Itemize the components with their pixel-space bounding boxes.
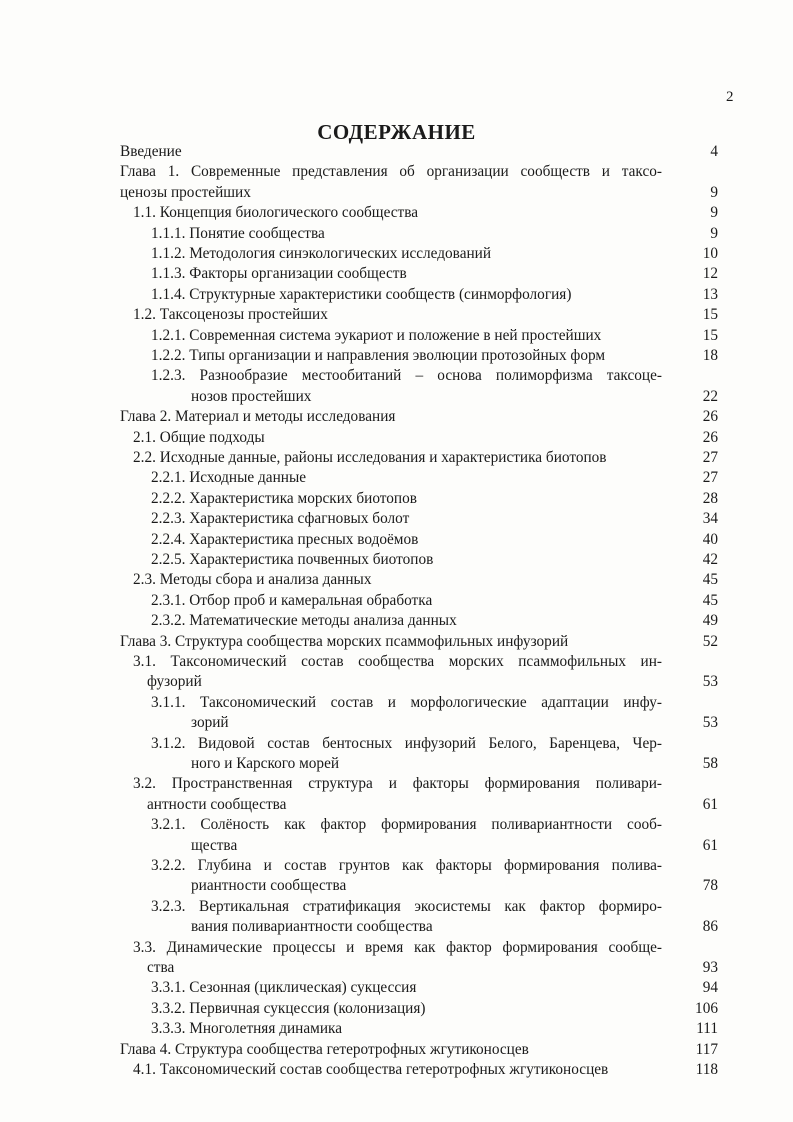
toc-entry-title: 2.3. Методы сбора и анализа данных bbox=[133, 571, 372, 589]
toc-page-number: 93 bbox=[702, 959, 718, 976]
toc-page-number: 40 bbox=[702, 530, 718, 548]
toc-page-number: 61 bbox=[702, 795, 718, 813]
page-title: СОДЕРЖАНИЕ bbox=[317, 120, 476, 144]
toc-page-number: 111 bbox=[696, 1020, 718, 1038]
toc-entry-title: 3.3.1. Сезонная (циклическая) сукцессия bbox=[151, 979, 417, 997]
toc-page-number: 117 bbox=[695, 1040, 718, 1058]
toc-entry-title: 2.2. Исходные данные, районы исследования и характеристика биотопов bbox=[133, 449, 607, 466]
toc-entry-title: Введение bbox=[120, 143, 182, 160]
toc-page-number: 10 bbox=[702, 245, 718, 262]
toc-page-number: 28 bbox=[702, 489, 718, 507]
toc-page-number: 27 bbox=[702, 449, 718, 466]
toc-page-number: 42 bbox=[702, 551, 718, 568]
toc-page-number: 118 bbox=[695, 1061, 718, 1078]
toc-entry-continuation: риантности сообщества bbox=[191, 877, 347, 895]
toc-entry-title: 3.2. Пространственная структура и факторы формирования поливари- bbox=[133, 775, 662, 793]
toc-page-number: 34 bbox=[702, 510, 718, 528]
toc-page-number: 26 bbox=[702, 428, 718, 446]
toc-page-number: 58 bbox=[702, 755, 718, 772]
toc-page-number: 22 bbox=[702, 387, 718, 405]
toc-entry-title: Глава 4. Структура сообщества гетеротрофных жгутиконосцев bbox=[120, 1040, 529, 1058]
toc-entry-title: 3.2.3. Вертикальная стратификация экосистемы как фактор формиро- bbox=[151, 897, 662, 915]
toc-entry-continuation: нозов простейших bbox=[191, 387, 312, 405]
toc-page-number: 106 bbox=[695, 999, 718, 1017]
toc-entry-title: 1.1.2. Методология синэкологических исследований bbox=[151, 245, 492, 262]
toc-entry-continuation: щества bbox=[191, 836, 238, 854]
toc-page-number: 78 bbox=[702, 877, 718, 895]
toc-entry-title: Глава 2. Материал и методы исследования bbox=[120, 408, 396, 426]
toc-entry-title: 2.2.5. Характеристика почвенных биотопов bbox=[151, 551, 434, 568]
toc-entry-title: 2.1. Общие подходы bbox=[133, 428, 265, 446]
toc-entry-title: 2.2.4. Характеристика пресных водоёмов bbox=[151, 530, 419, 548]
toc-page-number: 26 bbox=[702, 408, 718, 426]
toc-entry-continuation: фузорий bbox=[147, 673, 202, 691]
toc-entry-title: 1.1.3. Факторы организации сообществ bbox=[151, 265, 407, 283]
toc-entry-title: 2.3.1. Отбор проб и камеральная обработка bbox=[151, 591, 433, 609]
toc-page-number: 18 bbox=[702, 347, 718, 364]
toc-page-number: 4 bbox=[710, 143, 718, 160]
toc-entry-title: 2.2.2. Характеристика морских биотопов bbox=[151, 489, 417, 507]
toc-page-number: 53 bbox=[702, 714, 718, 732]
toc-entry-title: 3.3.3. Многолетняя динамика bbox=[151, 1020, 343, 1038]
toc-entry-continuation: вания поливариантности сообщества bbox=[191, 918, 433, 936]
toc-entry-title: 3.3. Динамические процессы и время как фактор формирования сообще- bbox=[133, 938, 662, 956]
toc-page-number: 12 bbox=[702, 265, 718, 283]
toc-entry-title: 3.1.2. Видовой состав бентосных инфузорий Белого, Баренцева, Чер- bbox=[151, 734, 662, 752]
toc-page-number: 27 bbox=[702, 469, 718, 487]
toc-entry-title: Глава 3. Структура сообщества морских псаммофильных инфузорий bbox=[120, 632, 569, 650]
toc-page-number: 94 bbox=[702, 979, 718, 997]
toc-entry-continuation: ценозы простейших bbox=[120, 183, 251, 201]
toc-entry-title: 1.1.1. Понятие сообщества bbox=[151, 224, 325, 242]
toc-entry-title: 1.2.1. Современная система эукариот и положение в ней простейших bbox=[151, 326, 602, 344]
toc-entry-title: 3.2.2. Глубина и состав грунтов как факторы формирования полива- bbox=[151, 857, 662, 874]
toc-entry-title: 3.1. Таксономический состав сообщества морских псаммофильных ин- bbox=[133, 653, 662, 670]
toc-page-number: 9 bbox=[710, 224, 718, 242]
toc-page-number: 45 bbox=[702, 591, 718, 609]
toc-page-number: 49 bbox=[702, 612, 718, 630]
toc-entry-title: 4.1. Таксономический состав сообщества гетеротрофных жгутиконосцев bbox=[133, 1061, 609, 1078]
toc-entry-title: 1.1.4. Структурные характеристики сообществ (синморфология) bbox=[151, 285, 572, 303]
toc-page-number: 9 bbox=[710, 183, 718, 201]
toc-page-number: 15 bbox=[702, 326, 718, 344]
toc-page-number: 53 bbox=[702, 673, 718, 691]
page-number: 2 bbox=[726, 89, 734, 105]
toc-page-number: 9 bbox=[710, 204, 718, 222]
toc-entry-continuation: ства bbox=[147, 959, 175, 976]
toc-page-number: 15 bbox=[702, 306, 718, 324]
toc-entry-title: 1.1. Концепция биологического сообщества bbox=[133, 204, 419, 222]
toc-entry-title: 1.2.2. Типы организации и направления эволюции протозойных форм bbox=[151, 347, 606, 364]
toc-entry-title: 3.1.1. Таксономический состав и морфологические адаптации инфу- bbox=[151, 693, 662, 711]
toc-page-number: 13 bbox=[702, 285, 718, 303]
toc-entry-continuation: ного и Карского морей bbox=[191, 755, 340, 772]
toc-entry-title: 3.2.1. Солёность как фактор формирования поливариантности сооб- bbox=[151, 816, 662, 834]
toc-page-number: 86 bbox=[702, 918, 718, 936]
toc-entry-title: 2.2.3. Характеристика сфагновых болот bbox=[151, 510, 410, 528]
toc-entry-title: 1.2. Таксоценозы простейших bbox=[133, 306, 328, 324]
toc-page-number: 61 bbox=[702, 836, 718, 854]
toc-entry-title: 1.2.3. Разнообразие местообитаний – основа полиморфизма таксоце- bbox=[151, 367, 662, 385]
toc-entry-title: 3.3.2. Первичная сукцессия (колонизация) bbox=[151, 999, 426, 1017]
toc-entry-continuation: зорий bbox=[191, 714, 229, 732]
toc-entry-title: Глава 1. Современные представления об организации сообществ и таксо- bbox=[120, 163, 662, 181]
toc-entry-continuation: антности сообщества bbox=[147, 795, 287, 813]
toc-entry-title: 2.2.1. Исходные данные bbox=[151, 469, 307, 487]
toc-entry-title: 2.3.2. Математические методы анализа данных bbox=[151, 612, 457, 630]
toc-page-number: 52 bbox=[702, 632, 718, 650]
toc-page-number: 45 bbox=[702, 571, 718, 589]
